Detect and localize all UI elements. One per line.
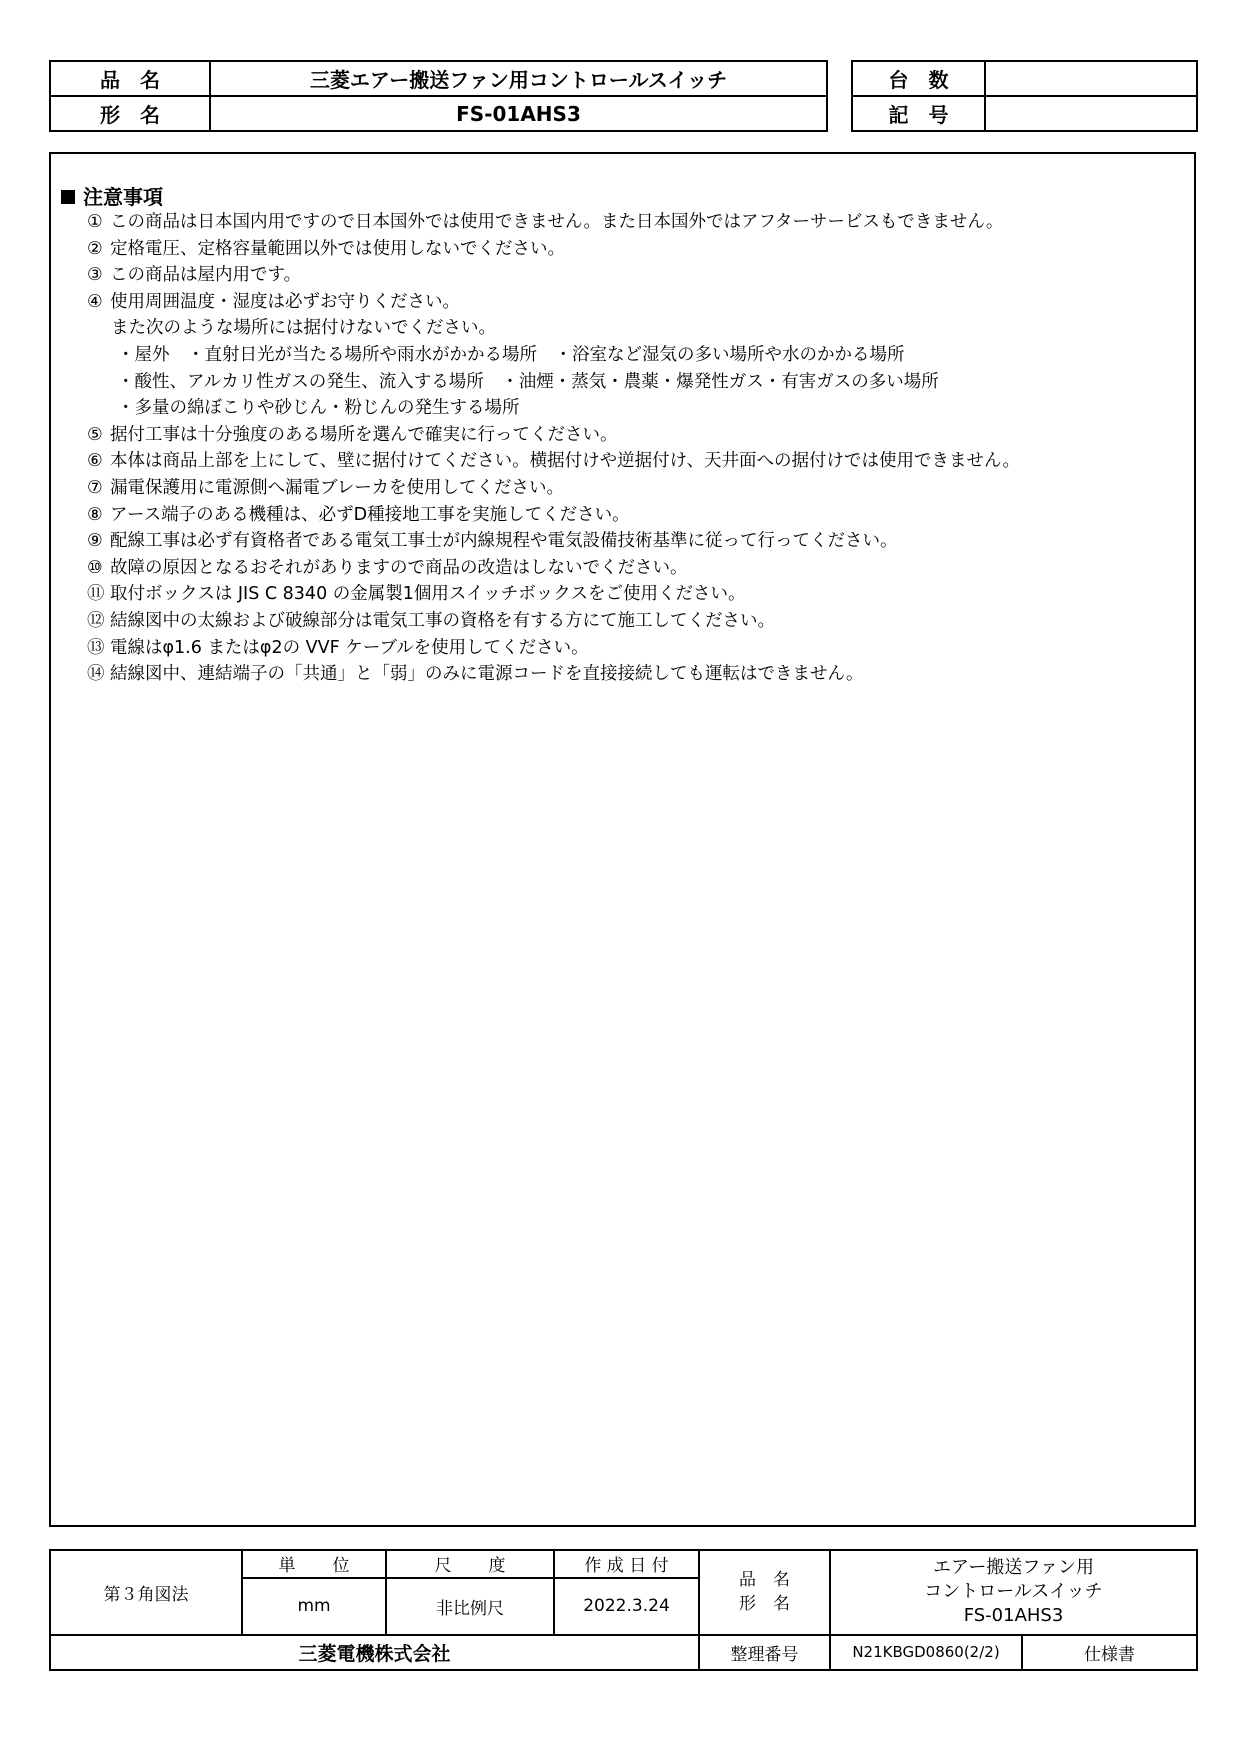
note-text: 取付ボックスは JIS C 8340 の金属製1個用スイッチボックスをご使用ください。 [110, 584, 746, 605]
note-text: この商品は日本国内用ですので日本国外では使用できません。また日本国外ではアフターサービスもできません。 [110, 212, 1004, 232]
company-name: 三菱電機株式会社 [50, 1635, 699, 1670]
note-text: 故障の原因となるおそれがありますので商品の改造はしないでください。 [110, 557, 688, 578]
note-number: ② [87, 238, 103, 259]
ref-value: N21KBGD0860(2/2) [830, 1635, 1022, 1670]
ref-label: 整理番号 [699, 1635, 830, 1670]
product-name-value: 三菱エアー搬送ファン用コントロールスイッチ [210, 61, 827, 96]
note-text: 結線図中の太線および破線部分は電気工事の資格を有する方にて施工してください。 [110, 610, 775, 631]
note-item [87, 581, 1184, 608]
notes-heading-text: 注意事項 [83, 185, 163, 209]
notes-heading [61, 181, 163, 210]
symbol-value [985, 96, 1197, 131]
product-name-line-1: エアー搬送ファン用 [932, 1557, 1095, 1579]
document-type: 仕様書 [1022, 1635, 1197, 1670]
note-item [87, 236, 1184, 263]
notes-list [87, 209, 1184, 688]
scale-label: 尺 度 [386, 1550, 554, 1578]
product-model: FS-01AHS3 [963, 1605, 1064, 1627]
note-subitem [87, 342, 1184, 369]
note-number: ① [87, 212, 103, 232]
note-number: ⑦ [87, 477, 103, 498]
note-item [87, 475, 1184, 502]
note-text: 定格電圧、定格容量範囲以外では使用しないでください。 [110, 238, 565, 259]
note-item [87, 289, 1184, 316]
scale-value: 非比例尺 [386, 1578, 554, 1635]
note-text: 結線図中、連結端子の「共通」と「弱」のみに電源コードを直接接続しても運転はできません。 [110, 664, 864, 685]
model-name-value: FS-01AHS3 [210, 96, 827, 131]
note-number: ⑫ [87, 610, 105, 631]
product-description [830, 1550, 1197, 1635]
header-product-table [49, 60, 828, 132]
symbol-label: 記 号 [852, 96, 985, 131]
note-text: 漏電保護用に電源側へ漏電ブレーカを使用してください。 [110, 477, 564, 498]
note-item [87, 422, 1184, 449]
note-number: ③ [87, 265, 103, 286]
note-number: ⑥ [87, 451, 103, 472]
note-number: ⑧ [87, 504, 103, 525]
note-number: ⑪ [87, 584, 105, 605]
unit-label: 単 位 [242, 1550, 386, 1578]
note-item [87, 635, 1184, 662]
note-number: ⑬ [87, 637, 105, 658]
note-text: ・屋外 ・直射日光が当たる場所や雨水がかかる場所 ・浴室など湿気の多い場所や水のかかる場所 [117, 344, 905, 365]
note-subitem [87, 369, 1184, 396]
note-text: 据付工事は十分強度のある場所を選んで確実に行ってください。 [110, 424, 618, 445]
note-item [87, 661, 1184, 688]
product-name-label: 品 名 [50, 61, 210, 96]
note-item [87, 262, 1184, 289]
note-item [87, 502, 1184, 529]
projection-method: 第３角図法 [50, 1550, 242, 1635]
note-item [87, 209, 1184, 236]
product-name-line-2: コントロールスイッチ [924, 1581, 1103, 1603]
note-text: アース端子のある機種は、必ずD種接地工事を実施してください。 [110, 504, 630, 525]
note-number: ⑨ [87, 531, 103, 552]
note-item [87, 448, 1184, 475]
note-number: ⑩ [87, 557, 103, 578]
note-text: 配線工事は必ず有資格者である電気工事士が内線規程や電気設備技術基準に従って行ってください。 [110, 531, 898, 552]
note-text: ・多量の綿ぼこりや砂じん・粉じんの発生する場所 [117, 398, 520, 419]
note-text: ・酸性、アルカリ性ガスの発生、流入する場所 ・油煙・蒸気・農薬・爆発性ガス・有害ガスの多い場所 [117, 371, 939, 392]
header-count-table [851, 60, 1198, 132]
notes-box [49, 152, 1196, 1527]
date-value: 2022.3.24 [554, 1578, 699, 1635]
note-text: この商品は屋内用です。 [110, 265, 302, 286]
note-number: ④ [87, 291, 103, 312]
model-label: 形 名 [739, 1594, 790, 1615]
black-square-icon [61, 190, 75, 204]
note-text: 本体は商品上部を上にして、壁に据付けてください。横据付けや逆据付け、天井面への据付けでは使用できません。 [110, 451, 1020, 472]
note-text: また次のような場所には据付けないでください。 [111, 318, 496, 339]
note-subitem [87, 395, 1184, 422]
unit-value: mm [242, 1578, 386, 1635]
note-item [87, 555, 1184, 582]
note-item [87, 528, 1184, 555]
product-label: 品 名 [739, 1570, 790, 1591]
note-text: 使用周囲温度・湿度は必ずお守りください。 [110, 291, 460, 312]
note-text: 電線はφ1.6 またはφ2の VVF ケーブルを使用してください。 [110, 637, 589, 658]
count-label: 台 数 [852, 61, 985, 96]
date-label: 作 成 日 付 [554, 1550, 699, 1578]
name-labels [699, 1550, 830, 1635]
count-value [985, 61, 1197, 96]
note-item [87, 608, 1184, 635]
title-block [49, 1549, 1198, 1671]
note-number: ⑤ [87, 424, 103, 445]
note-number: ⑭ [87, 664, 105, 685]
model-name-label: 形 名 [50, 96, 210, 131]
note-subitem [87, 315, 1184, 342]
